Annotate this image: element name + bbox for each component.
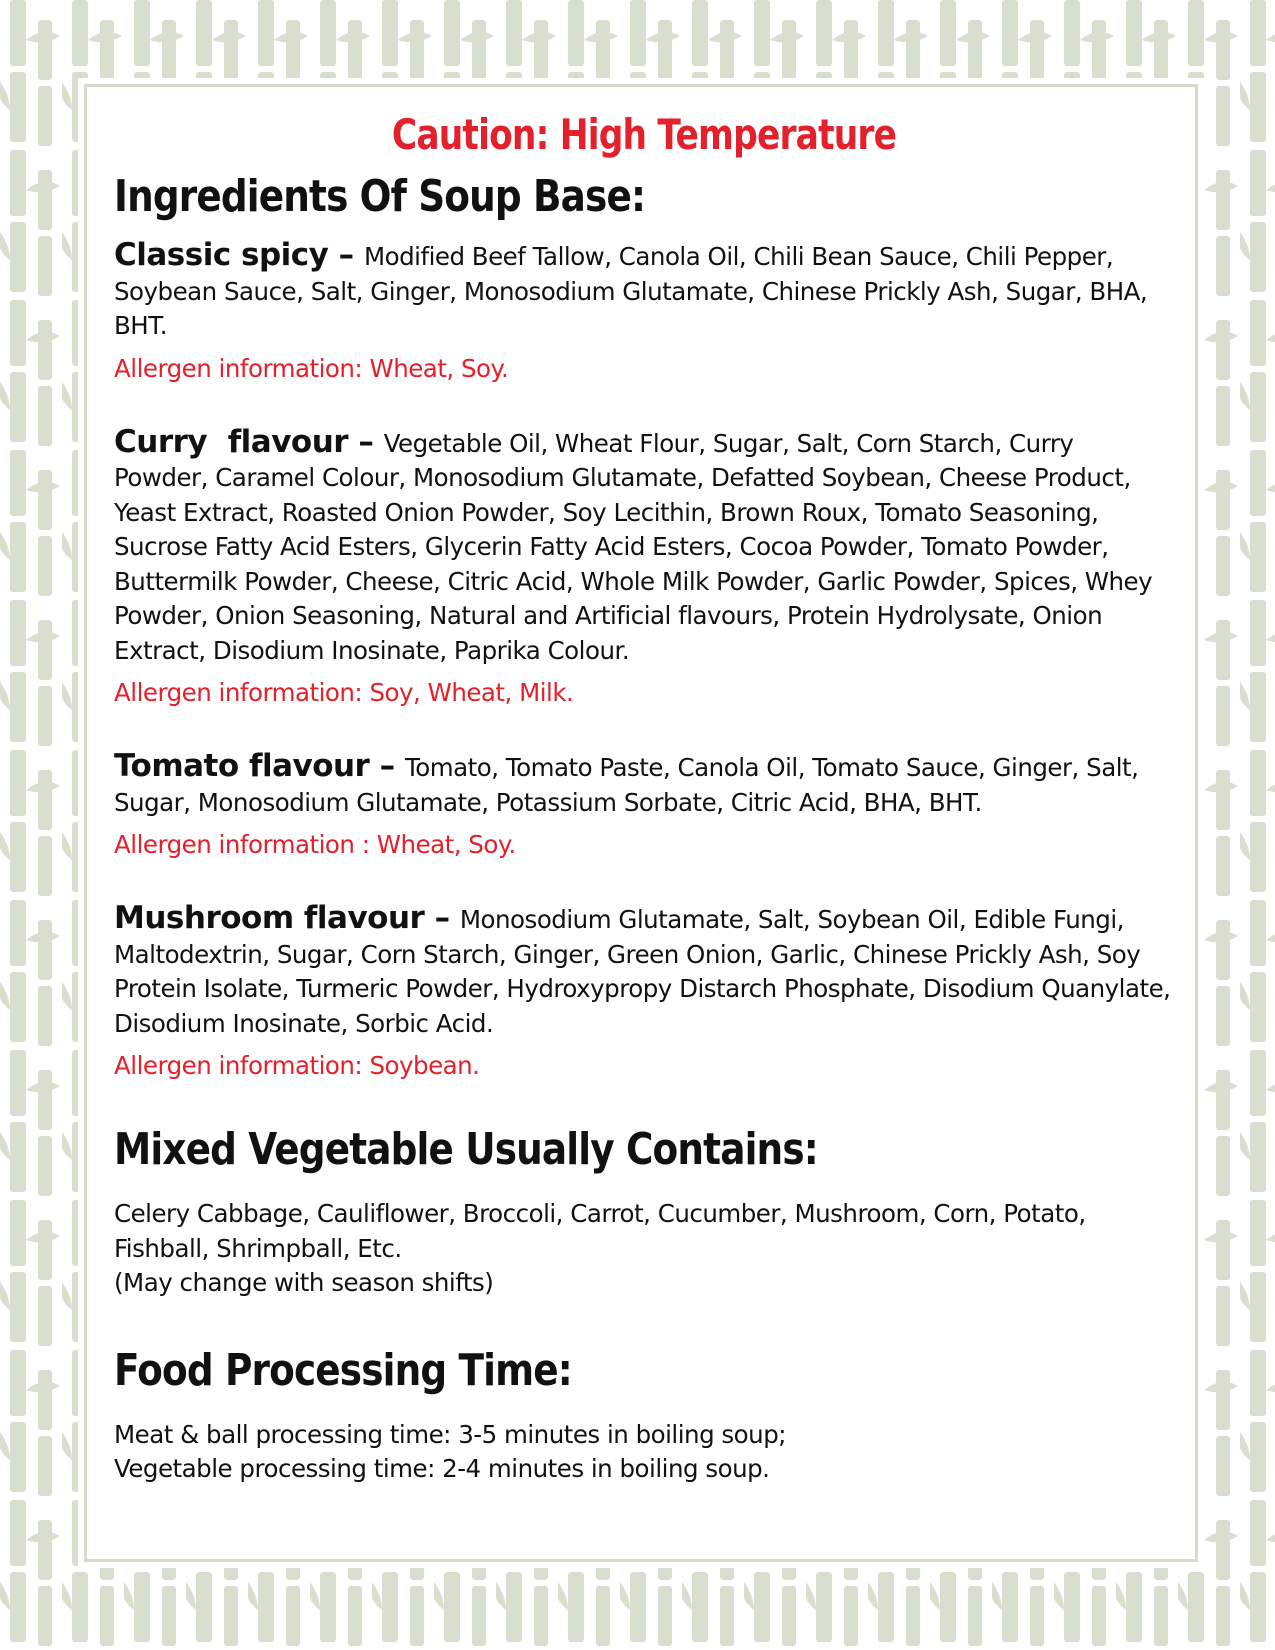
- allergen-info: Allergen information: Soy, Wheat, Milk.: [114, 678, 574, 707]
- ingredients-text: Vegetable Oil, Wheat Flour, Sugar, Salt, Corn Starch, Curry Powder, Caramel Colour, Monosodium Glutamate, Defatted Soybean, Cheese Product, Yeast Extract, Roasted Onion Powder, Soy Lecithin, Brown Roux, Tomato Seasoning, Sucrose Fatty Acid Esters, Glycerin Fatty Acid Esters, Cocoa Powder, Tomato Powder, Buttermilk Powder, Cheese, Citric Acid, Whole Milk Powder, Garlic Powder, Spices, Whey Powder, Onion Seasoning, Natural and Artificial flavours, Protein Hydrolysate, Onion Extract, Disodium Inosinate, Paprika Colour.: [114, 428, 1153, 665]
- soup-item-classic-spicy: [114, 238, 1174, 383]
- caution-heading: Caution: High Temperature: [391, 110, 897, 159]
- soup-item-mushroom: [114, 901, 1174, 1080]
- mixed-vegetable-heading: Mixed Vegetable Usually Contains:: [114, 1124, 818, 1175]
- label-content: [114, 100, 1174, 1487]
- ingredients-text: Tomato, Tomato Paste, Canola Oil, Tomato Sauce, Ginger, Salt, Sugar, Monosodium Glutamate, Potassium Sorbate, Citric Acid, BHA, BHT.: [114, 753, 1139, 817]
- allergen-info: Allergen information : Wheat, Soy.: [114, 830, 516, 859]
- soup-item-tomato: [114, 749, 1174, 859]
- vegetable-list: Celery Cabbage, Cauliflower, Broccoli, Carrot, Cucumber, Mushroom, Corn, Potato, Fishball, Shrimpball, Etc.: [114, 1199, 1086, 1263]
- separator: –: [369, 748, 405, 784]
- meat-processing-time: Meat & ball processing time: 3-5 minutes in boiling soup;: [114, 1419, 786, 1449]
- flavour-name: Mushroom flavour: [114, 900, 425, 936]
- processing-heading: Food Processing Time:: [114, 1344, 572, 1396]
- vegetable-processing-time: Vegetable processing time: 2-4 minutes in boiling soup.: [114, 1454, 770, 1483]
- separator: –: [424, 900, 460, 936]
- flavour-name: Tomato flavour: [114, 748, 370, 784]
- allergen-info: Allergen information: Wheat, Soy.: [114, 353, 509, 383]
- flavour-name: Curry flavour: [114, 423, 349, 460]
- allergen-info: Allergen information: Soybean.: [114, 1051, 480, 1080]
- separator: –: [348, 423, 384, 460]
- soup-item-curry: [114, 425, 1174, 708]
- season-note: (May change with season shifts): [114, 1268, 494, 1297]
- ingredients-text: Monosodium Glutamate, Salt, Soybean Oil, Edible Fungi, Maltodextrin, Sugar, Corn Starch, Ginger, Green Onion, Garlic, Chinese Prickly Ash, Soy Protein Isolate, Turmeric Powder, Hydroxypropy Distarch Phosphate, Disodium Quanylate, Disodium Inosinate, Sorbic Acid.: [114, 905, 1171, 1038]
- processing-text: [114, 1418, 1174, 1487]
- mixed-vegetable-text: [114, 1197, 1174, 1301]
- ingredients-text: Modified Beef Tallow, Canola Oil, Chili Bean Sauce, Chili Pepper, Soybean Sauce, Salt, Ginger, Monosodium Glutamate, Chinese Prickly Ash, Sugar, BHA, BHT.: [114, 242, 1148, 340]
- soup-base-heading: Ingredients Of Soup Base:: [114, 171, 646, 222]
- flavour-name: Classic spicy: [114, 237, 329, 273]
- separator: –: [328, 237, 364, 273]
